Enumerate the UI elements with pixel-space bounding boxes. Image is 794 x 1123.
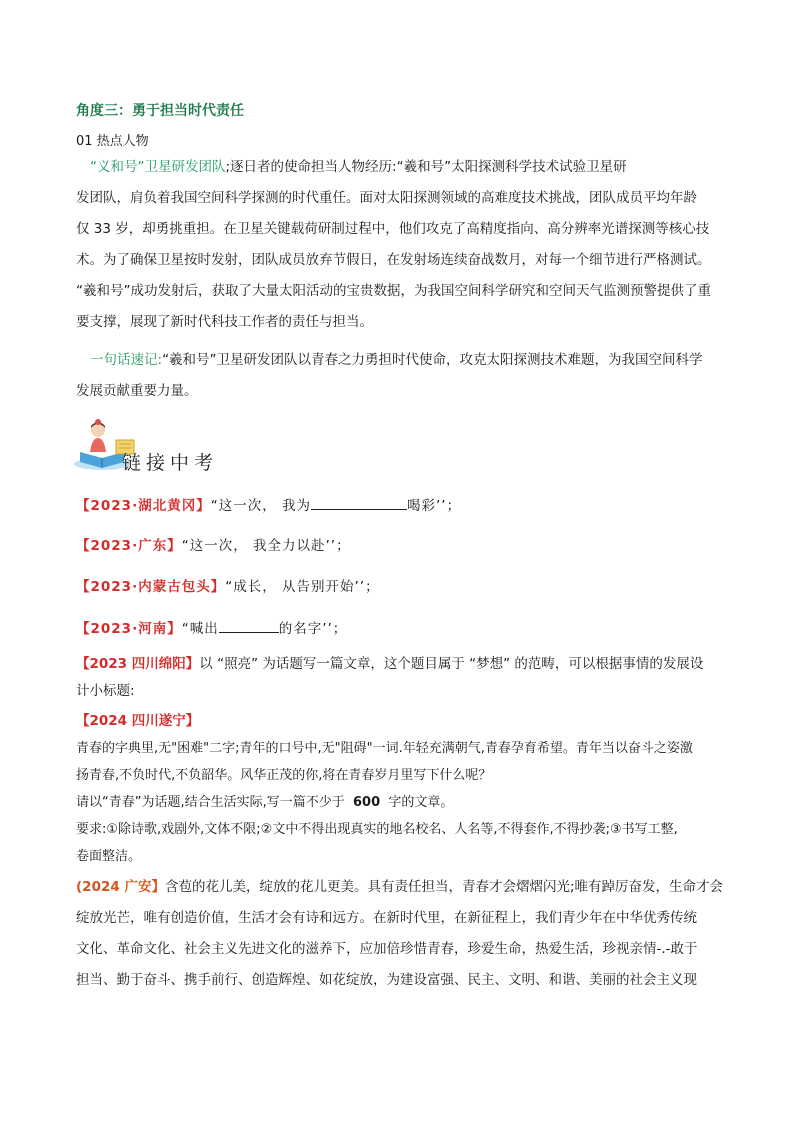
fill-in-blank [311,496,407,510]
exam-tag: 【2023·湖北黄冈】 [76,498,211,514]
exam-tag: (2024 广安】 [76,879,165,895]
hot-person-line-1: “义和号”卫星研发团队;逐日者的使命担当人物经历:“羲和号”太阳探测科学技术试验卫星研 [90,159,627,175]
hot-person-paragraph [76,152,736,338]
exam-tag: 【2023·内蒙古包头】 [76,579,226,595]
exam-tag: 【2024 四川遂宁】 [76,713,200,729]
summary-line-2: 发展贡献重要力量。 [76,383,198,399]
exam-tag: 【2023·广东】 [76,538,182,554]
mianyang-paragraph: 【2023 四川绵阳】以 “照亮” 为话题写一篇文章，这个题目属于 “梦想” 的范畴，可以根据事情的发展设 计小标题: [76,656,704,699]
summary-line-1: 一句话速记:“羲和号”卫星研发团队以青春之力勇担时代使命，攻克太阳探测技术难题，为我国空间科学 [90,352,703,368]
link-header-text: 链接中考 [122,452,219,474]
hot-person-label: “义和号”卫星研发团队 [90,159,226,175]
summary-paragraph [76,345,736,407]
exam-tag: 【2023 四川绵阳】 [76,656,200,672]
fill-in-blank [219,619,279,633]
exam-line-huanggang: 【2023·湖北黄冈】“这一次， 我为 喝彩’’； [76,498,462,514]
hot-person-line-6: 要支撑，展现了新时代科技工作者的责任与担当。 [76,314,373,330]
hot-person-line-4: 术。为了确保卫星按时发射，团队成员放弃节假日，在发射场连续奋战数月，对每一个细节进行严格测试。 [76,252,711,268]
suining-paragraph: 【2024 四川遂宁】 青春的字典里,无"困难"二字;青年的口号中,无"阻碍"一词.年轻充满朝气,青春孕育希望。青年当以奋斗之姿激 扬青春,不负时代,不负韶华。风华正茂的你,将在青春岁月里写下什么呢？ 请以“青春”为话题,结合生活实际,写一篇不少于 600 字的文章。 要求:①除诗歌,戏剧外,文体不限;②文中不得出现真实的地名校名、人名等,不得套作,不得抄袭;③书写工整, 卷面整洁。 [76,708,736,870]
summary-label: 一句话速记: [90,352,163,368]
hot-person-line-2: 发团队，肩负着我国空间科学探测的时代重任。面对太阳探测领域的高难度技术挑战，团队成员平均年龄 [76,190,697,206]
section-subtitle: 01 热点人物 [76,134,149,149]
exam-line-baotou: 【2023·内蒙古包头】“成长， 从告别开始’’； [76,579,380,595]
exam-tag: 【2023·河南】 [76,621,182,637]
exam-line-henan: 【2023·河南】“喊出 的名字’’； [76,621,348,637]
hot-person-line-5: “羲和号”成功发射后，获取了大量太阳活动的宝贵数据，为我国空间科学研究和空间天气监测预警提供了重 [76,283,711,299]
exam-line-guangdong: 【2023·广东】“这一次， 我全力以赴’’； [76,538,351,554]
hot-person-line-3: 仅 33 岁，却勇挑重担。在卫星关键载荷研制过程中，他们攻克了高精度指向、高分辨率光谱探测等核心技 [76,221,710,237]
guangan-paragraph: (2024 广安】含苞的花儿美，绽放的花儿更美。具有责任担当，青春才会熠熠闪光;唯有踔厉奋发，生命才会 绽放光芒，唯有创造价值，生活才会有诗和远方。在新时代里，在新征程上，我们青少年在中华优秀传统 文化、革命文化、社会主义先进文化的滋养下，应加倍珍惜青春，珍爱生命，热爱生活，珍视亲情-.-敢于 担当、勤于奋斗、携手前行、创造辉煌、如花绽放，为建设富强、民主、文明、和谐、美丽的社会主义现 [76,879,724,988]
section-title: 角度三：勇于担当时代责任 [76,103,244,119]
